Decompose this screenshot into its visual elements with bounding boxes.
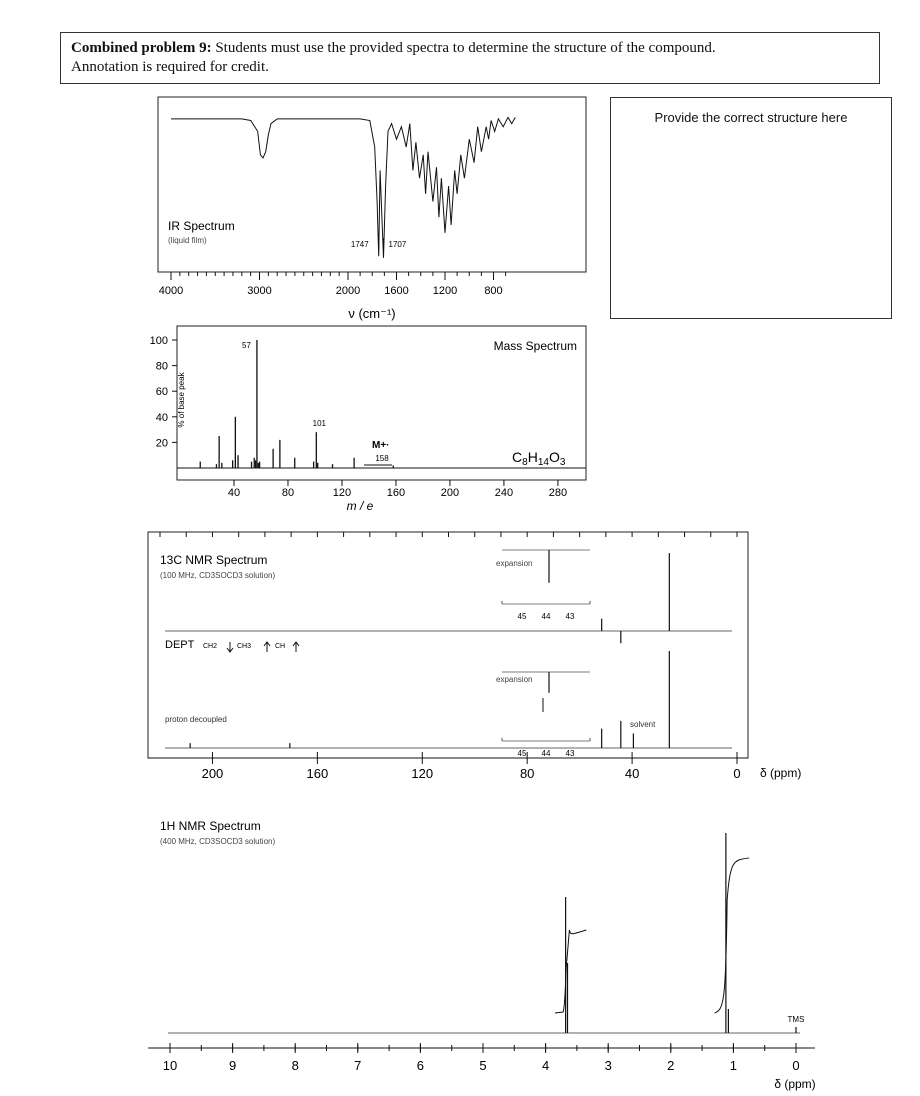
problem-text: Students must use the provided spectra to determine the structure of the compound. <box>211 40 716 56</box>
ir-xlabel: ν (cm⁻¹) <box>348 306 396 321</box>
hnmr-x-tick-label: 8 <box>291 1058 299 1073</box>
ms-x-tick-label: 80 <box>281 487 295 499</box>
ir-x-tick-label: 1600 <box>384 285 409 297</box>
ms-y-tick-label: 60 <box>155 386 168 399</box>
cnmr-subtitle: (100 MHz, CD3SOCD3 solution) <box>160 571 276 580</box>
hnmr-x-tick-label: 1 <box>729 1058 738 1073</box>
ir-x-tick-label: 3000 <box>247 285 272 297</box>
ir-frame <box>158 97 586 272</box>
ms-y-tick-label: 20 <box>155 437 168 450</box>
expansion-label-bottom: expansion <box>496 675 533 684</box>
expansion-tick-label: 44 <box>541 749 551 758</box>
cnmr-x-tick-label: 120 <box>411 766 434 781</box>
ms-peak-label-158: 158 <box>375 454 389 463</box>
expansion-tick-label: 44 <box>541 612 551 621</box>
ms-formula: $C_8H_{14}O_3$ <box>512 449 566 468</box>
ms-x-tick-label: 120 <box>332 487 352 499</box>
ms-ylabel: % of base peak <box>177 372 186 428</box>
answer-prompt: Provide the correct structure here <box>654 110 848 125</box>
ms-peak-label-101: 101 <box>312 419 326 429</box>
ms-y-tick-label: 100 <box>149 335 168 347</box>
expansion-tick-label: 45 <box>517 749 527 758</box>
hnmr-xlabel: δ (ppm) <box>774 1077 816 1091</box>
ms-x-tick-label: 280 <box>548 487 568 499</box>
dept-ch-label: CH <box>275 643 286 650</box>
cnmr-x-tick-label: 0 <box>733 766 741 781</box>
cnmr-x-tick-label: 80 <box>519 766 535 781</box>
hnmr-x-tick-label: 0 <box>792 1058 800 1073</box>
hnmr-x-tick-label: 7 <box>354 1058 362 1073</box>
ir-title: IR Spectrum <box>168 219 235 233</box>
hnmr-title: 1H NMR Spectrum <box>160 819 261 833</box>
ms-molecular-ion-label: M+· <box>372 440 390 451</box>
ir-subtitle: (liquid film) <box>168 236 207 245</box>
ms-x-tick-label: 200 <box>440 487 460 499</box>
cnmr-xlabel: δ (ppm) <box>760 766 802 780</box>
expansion-tick-label: 43 <box>565 612 575 621</box>
ir-trace <box>171 117 515 257</box>
dept-label: DEPT <box>165 639 195 651</box>
ir-x-tick-label: 2000 <box>335 285 361 297</box>
hnmr-x-tick-label: 5 <box>479 1058 487 1073</box>
dept-up-arrow-icon <box>264 642 270 652</box>
hnmr-x-tick-label: 6 <box>416 1058 425 1073</box>
ms-peak-label-57: 57 <box>242 341 251 350</box>
dept-ch-up-arrow-icon <box>293 642 299 652</box>
problem-text-credit: Annotation is required for credit. <box>71 59 269 75</box>
ir-x-tick-label: 4000 <box>158 285 184 297</box>
hnmr-x-tick-label: 9 <box>228 1058 237 1073</box>
dept-ch3-label: CH3 <box>237 643 252 650</box>
expansion-label-top: expansion <box>496 559 533 568</box>
ms-title: Mass Spectrum <box>493 339 577 353</box>
expansion-tick-label: 43 <box>565 749 575 758</box>
ms-y-tick-label: 80 <box>155 360 168 373</box>
mass-spectrum-chart <box>150 326 586 513</box>
ir-x-tick-label: 800 <box>484 285 503 297</box>
hnmr-integration-1.1 <box>715 858 749 1013</box>
c13-nmr-chart <box>148 532 801 781</box>
ms-y-tick-label: 40 <box>155 411 168 424</box>
solvent-label: solvent <box>630 720 656 729</box>
expansion-tick-label: 45 <box>517 612 527 621</box>
hnmr-integration-3.7 <box>555 930 586 1013</box>
cnmr-x-tick-label: 40 <box>624 766 640 781</box>
proton-decoupled-label: proton decoupled <box>165 715 227 724</box>
ir-peak-label-1707: 1707 <box>388 240 407 249</box>
cnmr-x-tick-label: 160 <box>306 766 329 781</box>
ir-x-tick-label: 1200 <box>432 285 458 297</box>
hnmr-x-tick-label: 4 <box>541 1058 550 1073</box>
hnmr-x-tick-label: 3 <box>604 1058 612 1073</box>
ms-x-tick-label: 40 <box>227 487 241 499</box>
dept-down-arrow-icon <box>227 642 233 652</box>
ms-x-tick-label: 160 <box>386 487 406 499</box>
cnmr-x-tick-label: 200 <box>201 766 224 781</box>
problem-heading: Combined problem 9: <box>71 40 212 56</box>
hnmr-x-tick-label: 10 <box>162 1058 178 1073</box>
ms-x-tick-label: 240 <box>494 487 514 499</box>
hnmr-x-tick-label: 2 <box>667 1058 675 1073</box>
hnmr-subtitle: (400 MHz, CD3SOCD3 solution) <box>160 837 276 846</box>
cnmr-title: 13C NMR Spectrum <box>160 553 268 567</box>
dept-ch2-label: CH2 <box>203 643 218 650</box>
tms-label: TMS <box>787 1015 805 1024</box>
ms-xlabel: m / e <box>346 499 374 513</box>
ir-peak-label-1747: 1747 <box>350 240 369 249</box>
ir-spectrum-chart <box>158 97 586 321</box>
h1-nmr-chart <box>148 808 816 1091</box>
